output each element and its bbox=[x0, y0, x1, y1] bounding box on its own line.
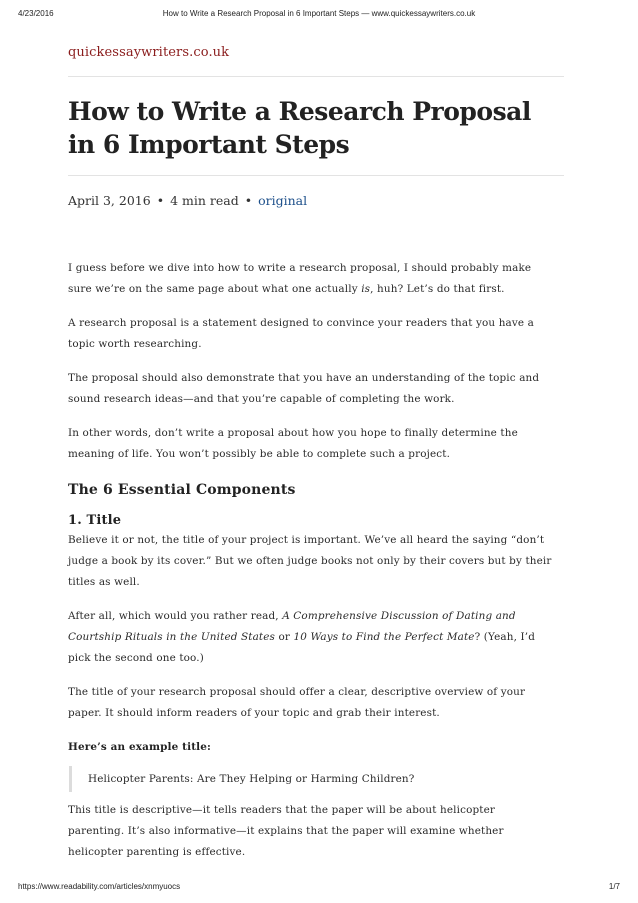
text-line: titles as well. bbox=[68, 576, 140, 588]
text-line: sure we’re on the same page about what one actually bbox=[68, 283, 362, 295]
text-line: or bbox=[275, 631, 294, 643]
article-title: How to Write a Research Proposal in 6 Important Steps bbox=[68, 97, 531, 159]
paragraph bbox=[68, 368, 564, 410]
text-line: parenting. It’s also informative—it explains that the paper will examine whether bbox=[68, 825, 504, 837]
paragraph bbox=[68, 423, 564, 465]
article-header bbox=[68, 44, 564, 211]
text-line: I guess before we dive into how to write a research proposal, I should probably make bbox=[68, 262, 532, 274]
emphasis: is bbox=[361, 283, 371, 295]
emphasis: Courtship Rituals in the United States bbox=[68, 631, 276, 643]
text-line: meaning of life. You won’t possibly be able to complete such a project. bbox=[68, 448, 451, 460]
print-footer bbox=[18, 882, 620, 894]
print-date: 4/23/2016 bbox=[18, 9, 54, 18]
publish-date: April 3, 2016 bbox=[68, 193, 151, 208]
subsection-heading: 1. Title bbox=[68, 513, 122, 528]
meta-separator: • bbox=[156, 193, 165, 208]
text-line: In other words, don’t write a proposal about how you hope to finally determine the bbox=[68, 427, 518, 439]
text-line: helicopter parenting is effective. bbox=[68, 846, 246, 858]
page-number: 1/7 bbox=[608, 882, 620, 891]
article-meta bbox=[68, 191, 564, 211]
print-page-title: How to Write a Research Proposal in 6 Important Steps — www.quickessaywriters.co.uk bbox=[162, 9, 476, 18]
print-url: https://www.readability.com/articles/xnmyuocs bbox=[18, 882, 181, 891]
paragraph bbox=[68, 313, 564, 355]
paragraph bbox=[68, 682, 564, 724]
paragraph bbox=[68, 258, 564, 300]
emphasis: 10 Ways to Find the Perfect Mate bbox=[293, 631, 475, 643]
emphasis: A Comprehensive Discussion of Dating and bbox=[282, 610, 516, 622]
text-line: judge a book by its cover.” But we often judge books not only by their covers but by their bbox=[68, 555, 552, 567]
paragraph bbox=[68, 530, 564, 593]
print-header bbox=[18, 9, 620, 23]
original-link[interactable]: original bbox=[258, 193, 308, 208]
article-body bbox=[68, 258, 564, 863]
blockquote: Helicopter Parents: Are They Helping or Harming Children? bbox=[69, 766, 564, 792]
section-heading: The 6 Essential Components bbox=[68, 482, 296, 498]
site-link[interactable]: quickessaywriters.co.uk bbox=[68, 45, 230, 60]
paragraph bbox=[68, 800, 564, 863]
text-line: After all, which would you rather read, bbox=[68, 610, 283, 622]
text-line: A research proposal is a statement designed to convince your readers that you have a bbox=[68, 317, 534, 329]
text-line: paper. It should inform readers of your topic and grab their interest. bbox=[68, 707, 440, 719]
text-line: pick the second one too.) bbox=[68, 652, 204, 664]
text-line: sound research ideas—and that you’re capable of completing the work. bbox=[68, 393, 455, 405]
text-line: The proposal should also demonstrate that you have an understanding of the topic and bbox=[68, 372, 540, 384]
text-line: Believe it or not, the title of your project is important. We’ve all heard the saying “don’t bbox=[68, 534, 545, 546]
text-line: This title is descriptive—it tells readers that the paper will be about helicopter bbox=[68, 804, 496, 816]
text-line: topic worth researching. bbox=[68, 338, 202, 350]
divider bbox=[68, 76, 564, 77]
paragraph bbox=[68, 606, 564, 669]
divider bbox=[68, 175, 564, 176]
example-label: Here’s an example title: bbox=[68, 741, 212, 753]
meta-separator: • bbox=[244, 193, 253, 208]
read-time: 4 min read bbox=[170, 193, 239, 208]
text-line: , huh? Let’s do that first. bbox=[370, 283, 505, 295]
text-line: ? (Yeah, I’d bbox=[474, 631, 535, 643]
text-line: The title of your research proposal should offer a clear, descriptive overview of your bbox=[68, 686, 526, 698]
